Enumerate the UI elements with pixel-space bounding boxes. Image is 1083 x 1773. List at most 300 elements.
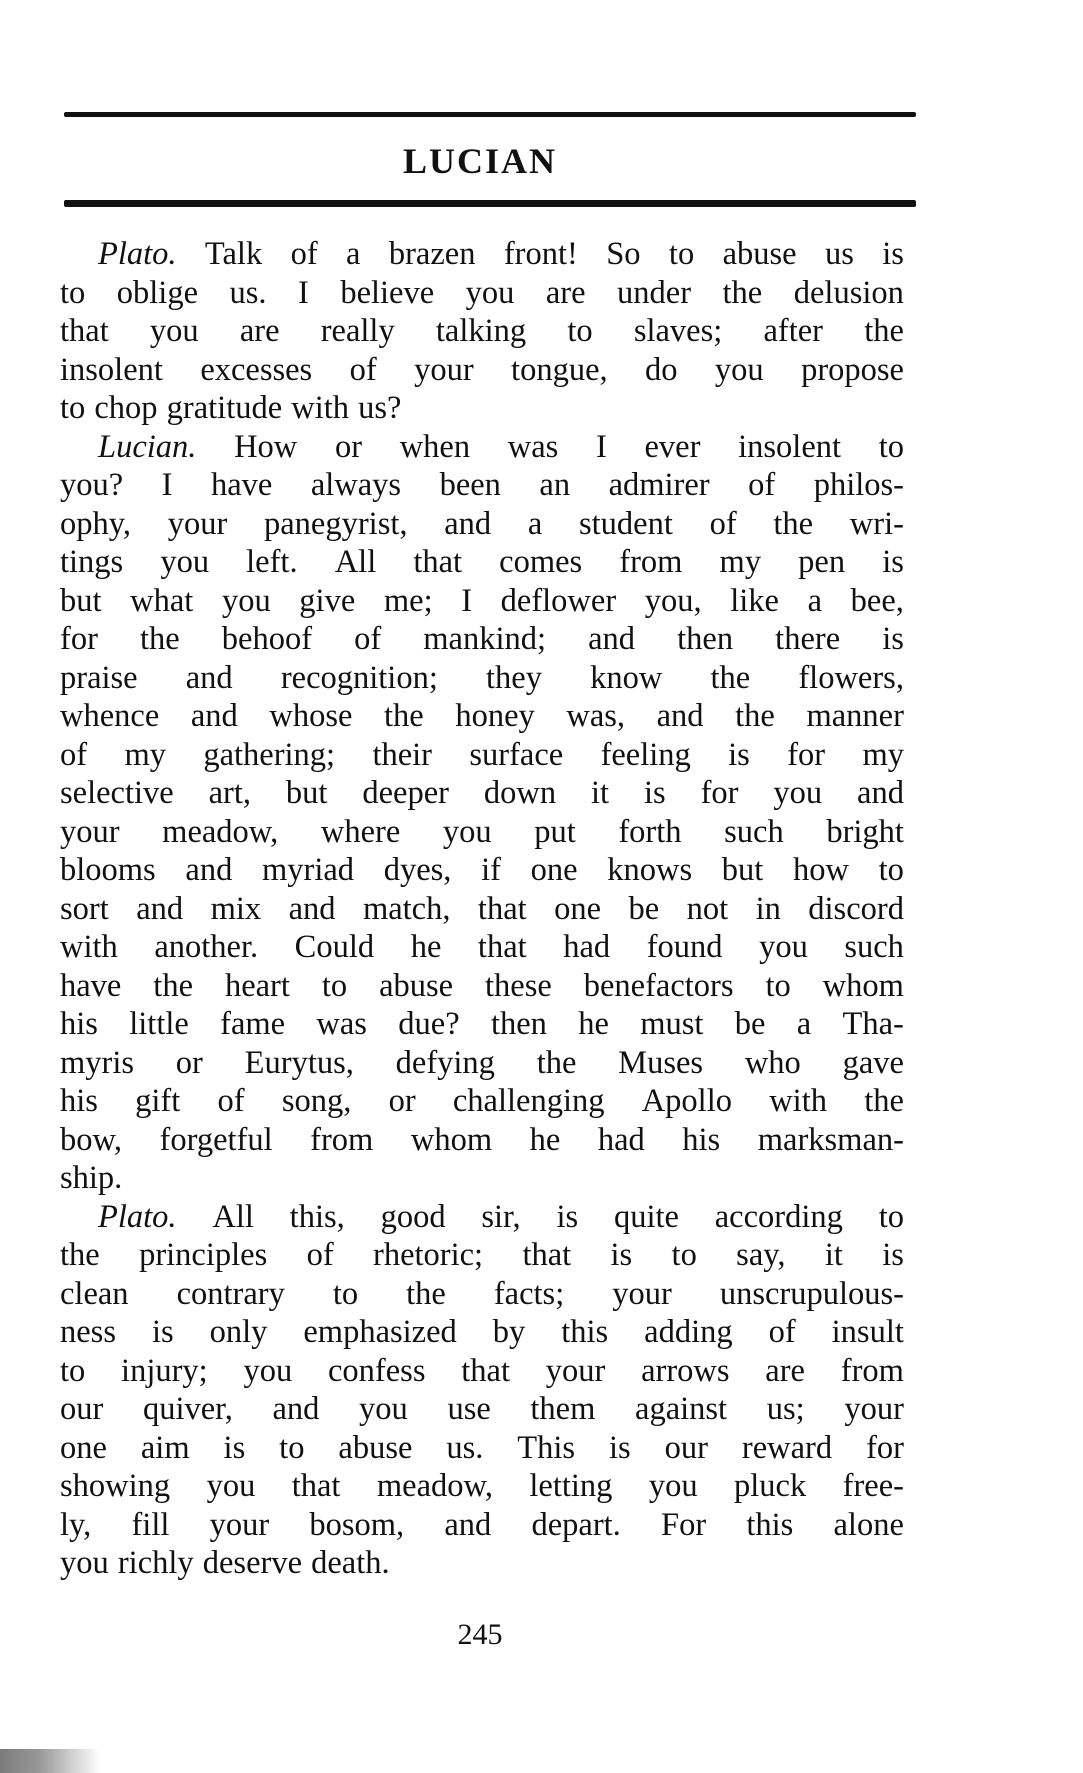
word: meadow,: [376, 1468, 493, 1504]
word: you: [60, 1545, 109, 1581]
word: one: [530, 852, 578, 888]
word: not: [686, 890, 729, 927]
word: another.: [154, 929, 259, 965]
text-line: [60, 274, 904, 313]
word: and: [857, 775, 904, 811]
word: is: [643, 775, 666, 811]
word: propose: [801, 351, 904, 388]
word: to: [60, 274, 86, 311]
word: to: [60, 1352, 86, 1389]
word: is: [882, 236, 904, 272]
word: under: [617, 274, 692, 311]
word: of: [306, 1237, 334, 1273]
word: fame: [220, 1006, 286, 1042]
word: like: [730, 582, 779, 619]
word: this: [561, 1314, 609, 1350]
word: and: [190, 698, 238, 734]
word: according: [714, 1198, 843, 1235]
word: to: [567, 313, 593, 349]
word: and: [656, 698, 704, 734]
word: is: [882, 1237, 904, 1273]
word: Apollo: [641, 1083, 732, 1119]
word: his: [682, 1121, 721, 1158]
word: if: [481, 852, 501, 888]
word: one: [554, 890, 602, 927]
word: but: [60, 582, 102, 619]
word: behoof: [221, 621, 313, 657]
word: was: [316, 1006, 367, 1042]
word: their: [372, 736, 433, 773]
word: you: [648, 1468, 698, 1504]
word: that: [291, 1468, 341, 1504]
text-line: [60, 967, 904, 1006]
word: with: [769, 1083, 827, 1119]
word: myris: [60, 1044, 135, 1081]
word: dyes,: [383, 852, 452, 888]
text-line: [60, 1506, 904, 1545]
word: you: [243, 1352, 293, 1389]
word: of: [217, 1083, 245, 1119]
word: the: [722, 274, 763, 311]
word: them: [530, 1391, 596, 1427]
word: where: [320, 813, 401, 850]
word: a: [807, 582, 823, 619]
word: found: [646, 929, 723, 965]
word: left.: [246, 544, 298, 580]
word: one: [60, 1429, 107, 1466]
word: I: [298, 274, 309, 311]
word: comes: [499, 544, 583, 580]
word: for: [787, 736, 826, 773]
word: myriad: [262, 852, 355, 888]
word: free-: [842, 1468, 904, 1504]
word: the: [139, 621, 180, 657]
word: or: [334, 428, 363, 465]
text-line: [60, 851, 904, 890]
word: showing: [60, 1468, 171, 1504]
word: abuse: [338, 1429, 413, 1466]
word: your: [545, 1352, 606, 1389]
word: of: [768, 1314, 796, 1350]
word: recognition;: [280, 659, 438, 696]
word: the: [864, 1083, 904, 1119]
word: honey: [455, 698, 535, 734]
word: art,: [208, 775, 251, 811]
word: really: [320, 313, 395, 349]
word: my: [124, 736, 166, 773]
word: but: [285, 775, 328, 811]
word: your: [844, 1391, 904, 1427]
word: and: [272, 1391, 320, 1427]
word: my: [862, 736, 904, 773]
word: against: [635, 1391, 728, 1427]
word: knows: [607, 852, 693, 888]
text-line: [60, 1313, 904, 1352]
word: is: [223, 1429, 246, 1466]
word: song,: [281, 1083, 352, 1119]
word: there: [775, 621, 841, 657]
word: you: [759, 929, 808, 965]
word: the: [864, 313, 904, 349]
word: mankind;: [423, 621, 547, 657]
speaker-name: Lucian.: [98, 428, 197, 465]
word: in: [755, 890, 781, 927]
word: you: [221, 582, 271, 619]
word: bee,: [850, 582, 904, 619]
word: quiver,: [142, 1391, 233, 1427]
word: are: [765, 1352, 805, 1389]
word: Could: [294, 929, 375, 965]
text-line: [60, 1005, 904, 1044]
text-line: [60, 1467, 904, 1506]
word: is: [151, 1314, 174, 1350]
word: bright: [826, 813, 904, 850]
word: these: [485, 967, 552, 1004]
word: student: [579, 505, 673, 542]
word: challenging: [452, 1083, 605, 1119]
word: to: [765, 967, 791, 1004]
word: was: [507, 428, 559, 465]
word: been: [439, 467, 501, 503]
word: be: [734, 1006, 766, 1042]
word: due?: [398, 1006, 460, 1042]
word: your: [414, 351, 474, 388]
word: rhetoric;: [373, 1237, 484, 1273]
word: be: [628, 890, 660, 927]
word: then: [490, 1006, 547, 1042]
word: your: [209, 1506, 270, 1543]
page-number: 245: [457, 1618, 503, 1651]
text-line: [60, 466, 904, 505]
word: abuse: [379, 967, 454, 1004]
word: know: [590, 659, 663, 696]
text-line: [60, 620, 904, 659]
word: this: [746, 1506, 794, 1543]
header-rule-bottom: [64, 200, 916, 207]
word: front!: [503, 236, 578, 272]
word: Talk: [204, 236, 263, 272]
word: to: [878, 852, 904, 888]
text-line: [60, 1275, 904, 1314]
word: or: [388, 1083, 416, 1119]
word: that: [461, 1352, 510, 1389]
word: mix: [210, 890, 262, 927]
word: forth: [618, 813, 682, 850]
word: us;: [766, 1391, 805, 1427]
text-line: [60, 813, 904, 852]
word: who: [744, 1044, 801, 1081]
text-line: [60, 1352, 904, 1391]
word: selective: [60, 775, 174, 811]
word: the: [406, 1275, 446, 1312]
text-line: [60, 235, 904, 274]
scan-edge-mark: [0, 1749, 100, 1773]
word: abuse: [722, 236, 797, 272]
word: heart: [224, 967, 290, 1004]
word: death.: [311, 1545, 390, 1581]
word: to: [279, 1429, 305, 1466]
word: my: [719, 544, 762, 580]
word: deflower: [500, 582, 617, 619]
word: unscrupulous-: [719, 1275, 904, 1312]
word: bow,: [60, 1121, 122, 1158]
word: Eurytus,: [244, 1044, 354, 1081]
word: when: [399, 428, 471, 465]
speaker-name: Plato.: [98, 236, 177, 272]
word: what: [130, 582, 194, 619]
word: adding: [644, 1314, 733, 1350]
word: the: [536, 1044, 577, 1081]
word: surface: [469, 736, 564, 773]
word: this,: [289, 1198, 345, 1235]
word: you: [442, 813, 492, 850]
word: of: [349, 351, 377, 388]
word: aim: [140, 1429, 190, 1466]
word: facts;: [493, 1275, 565, 1312]
word: to: [668, 236, 695, 272]
word: the: [735, 698, 775, 734]
word: insult: [831, 1314, 904, 1350]
word: us.: [229, 274, 267, 311]
word: the: [384, 698, 424, 734]
word: feeling: [600, 736, 691, 773]
word: our: [60, 1391, 104, 1427]
word: a: [796, 1006, 812, 1042]
word: talking: [435, 313, 527, 349]
header-rule-top: [64, 112, 916, 117]
word: you: [206, 1468, 256, 1504]
word: gratitude: [166, 390, 283, 426]
word: from: [619, 544, 683, 580]
text-line: [60, 428, 904, 467]
body-text: [60, 235, 904, 1583]
text-line: [60, 736, 904, 775]
word: of: [354, 621, 382, 657]
word: insolent: [738, 428, 842, 465]
word: is: [728, 736, 750, 773]
word: arrows: [641, 1352, 730, 1389]
word: us: [824, 236, 854, 272]
word: us?: [358, 390, 402, 426]
word: such: [724, 813, 784, 850]
word: are: [545, 274, 586, 311]
word: deeper: [362, 775, 449, 811]
word: pen: [798, 544, 846, 580]
word: from: [840, 1352, 904, 1389]
word: for: [700, 775, 739, 811]
word: had: [597, 1121, 645, 1158]
word: Tha-: [842, 1006, 904, 1042]
word: to: [60, 390, 86, 426]
word: chop: [94, 390, 158, 426]
word: with: [60, 929, 118, 965]
word: principles: [139, 1237, 268, 1273]
word: of: [709, 505, 737, 542]
word: gift: [135, 1083, 181, 1119]
word: panegyrist,: [264, 505, 408, 542]
word: and: [444, 505, 492, 542]
word: put: [534, 813, 576, 850]
text-line: [60, 505, 904, 544]
word: me;: [383, 582, 433, 619]
word: to: [671, 1237, 697, 1273]
word: an: [539, 467, 571, 503]
word: but: [721, 852, 764, 888]
word: and: [185, 659, 233, 696]
word: admirer: [608, 467, 710, 503]
word: marksman-: [757, 1121, 904, 1158]
word: always: [310, 467, 402, 503]
word: manner: [806, 698, 904, 734]
word: a: [527, 505, 543, 542]
word: his: [60, 1006, 98, 1042]
word: How: [234, 428, 298, 465]
word: to: [321, 967, 348, 1004]
word: match,: [362, 890, 451, 927]
word: All: [212, 1198, 254, 1235]
word: All: [334, 544, 377, 580]
word: for: [866, 1429, 904, 1466]
text-line: [60, 928, 904, 967]
word: from: [310, 1121, 374, 1158]
word: that: [477, 890, 527, 927]
text-line: [60, 312, 904, 351]
word: I: [461, 582, 473, 619]
word: to: [878, 428, 904, 465]
word: he: [578, 1006, 609, 1042]
word: he: [529, 1121, 561, 1158]
word: how: [793, 852, 849, 888]
word: is: [556, 1198, 579, 1235]
word: say,: [736, 1237, 786, 1273]
word: oblige: [116, 274, 198, 311]
word: have: [60, 967, 122, 1004]
word: you: [714, 351, 764, 388]
word: tings: [60, 544, 124, 580]
word: of: [748, 467, 776, 503]
text-line: [60, 1544, 904, 1583]
word: of: [290, 236, 318, 272]
word: after: [763, 313, 824, 349]
text-line: [60, 1082, 904, 1121]
word: praise: [60, 659, 138, 696]
word: to: [332, 1275, 359, 1312]
text-line: [60, 1121, 904, 1160]
word: brazen: [388, 236, 476, 272]
word: bosom,: [309, 1506, 405, 1543]
word: that: [522, 1237, 572, 1273]
text-line: [60, 389, 904, 428]
word: it: [824, 1237, 843, 1273]
word: then: [677, 621, 734, 657]
word: your: [60, 813, 120, 850]
word: he: [410, 929, 442, 965]
word: Muses: [618, 1044, 704, 1081]
word: by: [492, 1314, 526, 1350]
word: to: [878, 1198, 904, 1235]
word: had: [563, 929, 611, 965]
word: pluck: [734, 1468, 807, 1504]
word: clean: [60, 1275, 129, 1312]
word: his: [60, 1083, 98, 1119]
word: only: [209, 1314, 268, 1350]
word: defying: [395, 1044, 495, 1081]
word: ly,: [60, 1506, 92, 1543]
word: must: [640, 1006, 704, 1042]
word: delusion: [793, 274, 904, 311]
word: was,: [566, 698, 626, 734]
word: such: [844, 929, 904, 965]
word: ness: [60, 1314, 116, 1350]
word: is: [610, 1237, 633, 1273]
word: excesses: [200, 351, 313, 388]
word: letting: [529, 1468, 613, 1504]
word: confess: [328, 1352, 426, 1389]
word: and: [444, 1506, 492, 1543]
text-line: [60, 774, 904, 813]
word: tongue,: [511, 351, 608, 388]
word: with: [291, 390, 350, 426]
running-head: LUCIAN: [402, 141, 557, 181]
word: the: [710, 659, 751, 696]
word: I: [161, 467, 173, 503]
word: blooms: [60, 852, 156, 888]
text-line: [60, 1159, 904, 1198]
word: your: [612, 1275, 672, 1312]
word: depart.: [531, 1506, 621, 1543]
word: good: [380, 1198, 446, 1235]
word: This: [517, 1429, 576, 1466]
word: have: [210, 467, 273, 503]
word: whom: [822, 967, 904, 1004]
word: us.: [446, 1429, 484, 1466]
word: whom: [410, 1121, 493, 1158]
word: the: [153, 967, 194, 1004]
word: you,: [644, 582, 702, 619]
word: you: [160, 544, 210, 580]
word: believe: [340, 274, 435, 311]
word: give: [299, 582, 356, 619]
word: and: [185, 852, 233, 888]
word: alone: [833, 1506, 904, 1543]
word: is: [609, 1429, 631, 1466]
word: that: [413, 544, 463, 580]
word: benefactors: [583, 967, 734, 1004]
word: flowers,: [798, 659, 904, 696]
word: the: [773, 505, 814, 542]
word: a: [346, 236, 361, 272]
word: quite: [613, 1198, 679, 1235]
speaker-name: Plato.: [98, 1198, 177, 1235]
word: or: [175, 1044, 203, 1081]
word: meadow,: [162, 813, 279, 850]
word: and: [288, 890, 336, 927]
word: discord: [808, 890, 904, 927]
text-line: [60, 1390, 904, 1429]
word: insolent: [60, 351, 163, 388]
word: wri-: [849, 505, 904, 542]
text-line: [60, 1236, 904, 1275]
word: down: [483, 775, 557, 811]
word: I: [596, 428, 607, 465]
text-line: [60, 659, 904, 698]
word: fill: [131, 1506, 170, 1543]
word: for: [60, 621, 98, 657]
word: So: [606, 236, 641, 272]
word: you: [359, 1391, 408, 1427]
text-line: [60, 1044, 904, 1083]
word: use: [447, 1391, 491, 1427]
